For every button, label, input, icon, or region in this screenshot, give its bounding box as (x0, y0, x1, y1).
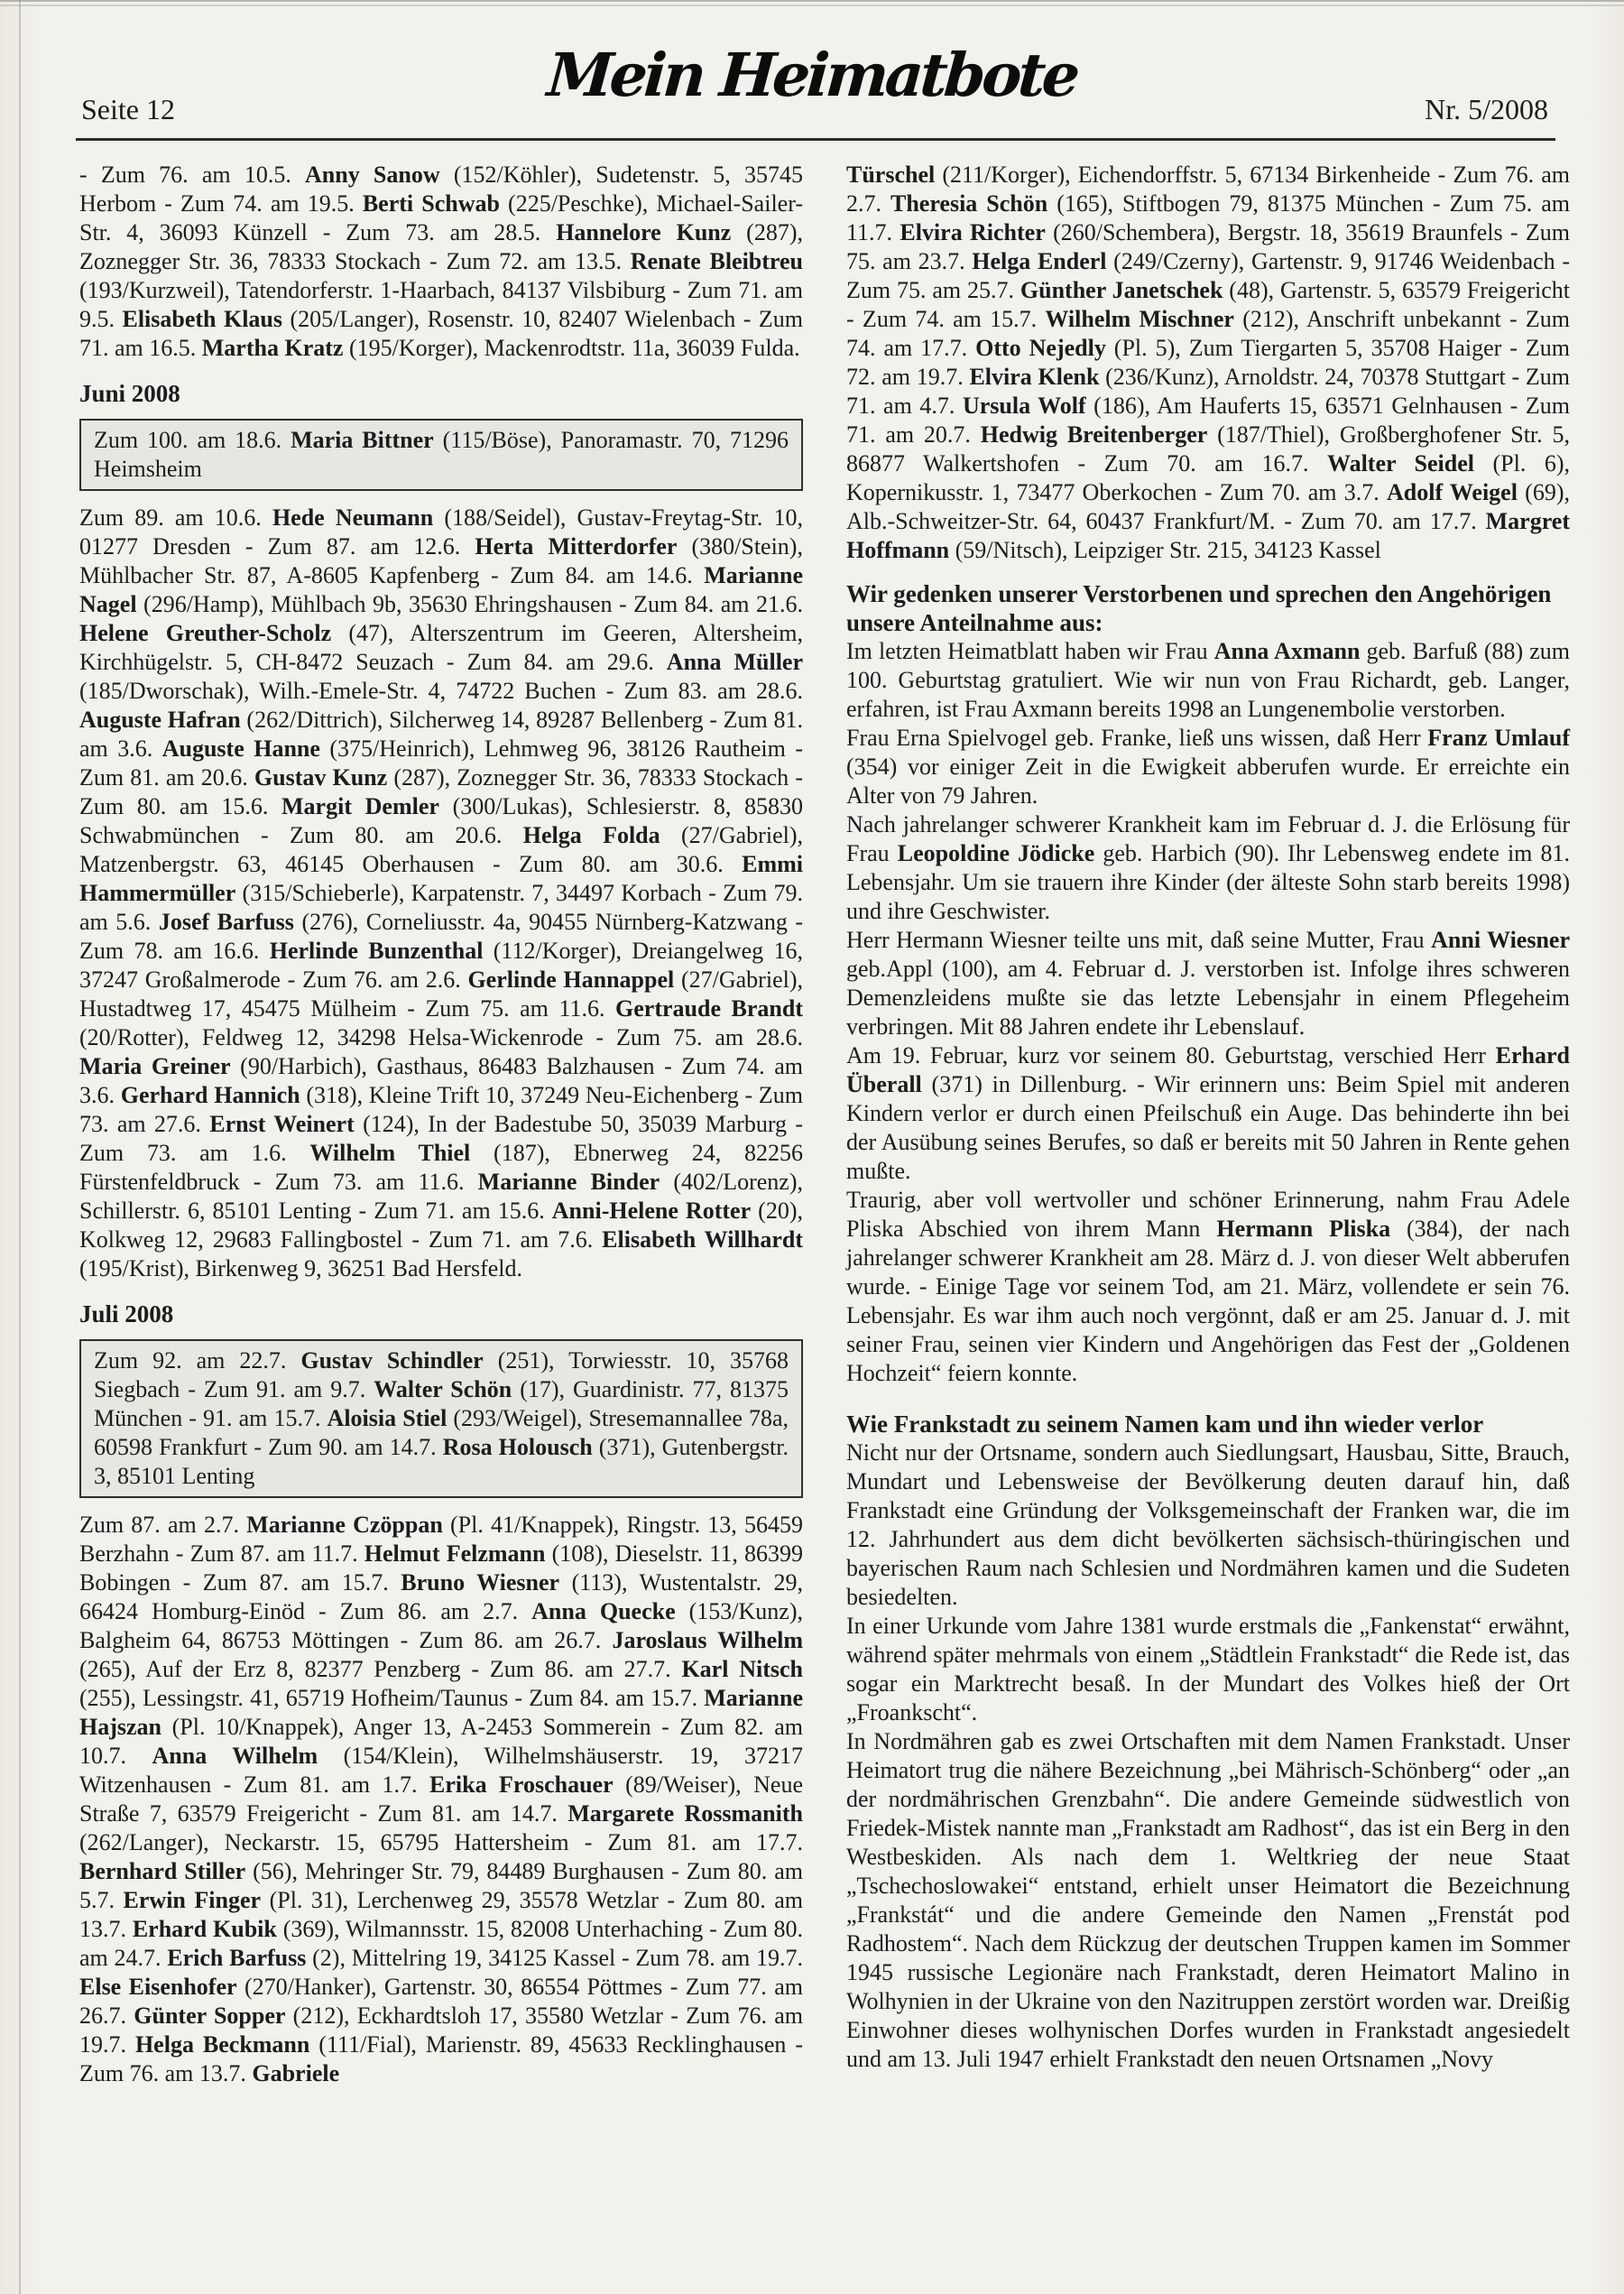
masthead-logo: Mein Heimatbote (545, 40, 1079, 110)
centenarian-highlight-box-june (79, 419, 803, 491)
birthday-list-july: Zum 87. am 2.7. Marianne Czöppan (Pl. 41/Knappek), Ringstr. 13, 56459 Berzhahn - Zum 87. am 11.7. Helmut Felzmann (108), Dieselstr. 11, 86399 Bobingen - Zum 87. am 15.7. Bruno Wiesner (113), Wustentalstr. 29, 66424 Homburg-Einöd - Zum 86. am 2.7. Anna Quecke (153/Kunz), Balgheim 64, 86753 Möttingen - Zum 86. am 26.7. Jaroslaus Wilhelm (265), Auf der Erz 8, 82377 Penzberg - Zum 86. am 27.7. Karl Nitsch (255), Lessingstr. 41, 65719 Hofheim/Taunus - Zum 84. am 15.7. Marianne Hajszan (Pl. 10/Knappek), Anger 13, A-2453 Sommerein - Zum 82. am 10.7. Anna Wilhelm (154/Klein), Wilhelmshäuserstr. 19, 37217 Witzenhausen - Zum 81. am 1.7. Erika Froschauer (89/Weiser), Neue Straße 7, 63579 Freigericht - Zum 81. am 14.7. Margarete Rossmanith (262/Langer), Neckarstr. 15, 65795 Hattersheim - Zum 81. am 17.7. Bernhard Stiller (56), Mehringer Str. 79, 84489 Burghausen - Zum 80. am 5.7. Erwin Finger (Pl. 31), Lerchenweg 29, 35578 Wetzlar - Zum 80. am 13.7. Erhard Kubik (369), Wilmannsstr. 15, 82008 Unterhaching - Zum 80. am 24.7. Erich Barfuss (2), Mittelring 19, 34125 Kassel - Zum 78. am 19.7. Else Eisenhofer (270/Hanker), Gartenstr. 30, 86554 Pöttmes - Zum 77. am 26.7. Günter Sopper (212), Eckhardtsloh 17, 35580 Wetzlar - Zum 76. am 19.7. Helga Beckmann (111/Fial), Marienstr. 89, 45633 Recklinghausen - Zum 76. am 13.7. Gabriele (79, 1512, 804, 2086)
birthday-list-may-continuation: - Zum 76. am 10.5. Anny Sanow (152/Köhler), Sudetenstr. 5, 35745 Herbom - Zum 74. am 19.5. Berti Schwab (225/Peschke), Michael-Sailer-Str. 4, 36093 Künzell - Zum 73. am 28.5. Hannelore Kunz (287), Zoznegger Str. 36, 78333 Stockach - Zum 72. am 13.5. Renate Bleibtreu (193/Kurzweil), Tatendorferstr. 1-Haarbach, 84137 Vilsbiburg - Zum 71. am 9.5. Elisabeth Klaus (205/Langer), Rosenstr. 10, 82407 Wielenbach - Zum 71. am 16.5. Martha Kratz (195/Korger), Mackenrodtstr. 11a, 36039 Fulda. (79, 162, 804, 361)
birthday-list-june: Zum 89. am 10.6. Hede Neumann (188/Seidel), Gustav-Freytag-Str. 10, 01277 Dresden - Zum 87. am 12.6. Herta Mitterdorfer (380/Stein), Mühlbacher Str. 87, A-8605 Kapfenberg - Zum 84. am 14.6. Marianne Nagel (296/Hamp), Mühlbach 9b, 35630 Ehringshausen - Zum 84. am 21.6. Helene Greuther-Scholz (47), Alterszentrum im Geeren, Altersheim, Kirchhügelstr. 5, CH-8472 Seuzach - Zum 84. am 29.6. Anna Müller (185/Dworschak), Wilh.-Emele-Str. 4, 74722 Buchen - Zum 83. am 28.6. Auguste Hafran (262/Dittrich), Silcherweg 14, 89287 Bellenberg - Zum 81. am 3.6. Auguste Hanne (375/Heinrich), Lehmweg 96, 38126 Rautheim - Zum 81. am 20.6. Gustav Kunz (287), Zoznegger Str. 36, 78333 Stockach - Zum 80. am 15.6. Margit Demler (300/Lukas), Schlesierstr. 8, 85830 Schwabmünchen - Zum 80. am 20.6. Helga Folda (27/Gabriel), Matzenbergstr. 63, 46145 Oberhausen - Zum 80. am 30.6. Emmi Hammermüller (315/Schieberle), Karpatenstr. 7, 34497 Korbach - Zum 79. am 5.6. Josef Barfuss (276), Corneliusstr. 4a, 90455 Nürnberg-Katzwang - Zum 78. am 16.6. Herlinde Bunzenthal (112/Korger), Dreiangelweg 16, 37247 Großalmerode - Zum 76. am 2.6. Gerlinde Hannappel (27/Gabriel), Hustadtweg 17, 45475 Mülheim - Zum 75. am 11.6. Gertraude Brandt (20/Rotter), Feldweg 12, 34298 Helsa-Wickenrode - Zum 75. am 28.6. Maria Greiner (90/Harbich), Gasthaus, 86483 Balzhausen - Zum 74. am 3.6. Gerhard Hannich (318), Kleine Trift 10, 37249 Neu-Eichenberg - Zum 73. am 27.6. Ernst Weinert (124), In der Badestube 50, 35039 Marburg - Zum 73. am 1.6. Wilhelm Thiel (187), Ebnerweg 24, 82256 Fürstenfeldbruck - Zum 73. am 11.6. Marianne Binder (402/Lorenz), Schillerstr. 6, 85101 Lenting - Zum 71. am 15.6. Anni-Helene Rotter (20), Kolkweg 12, 29683 Fallingbostel - Zum 71. am 7.6. Elisabeth Willhardt (195/Krist), Birkenweg 9, 36251 Bad Hersfeld. (79, 504, 804, 1281)
article-paragraph-frankstadt-1: Nicht nur der Ortsname, sondern auch Siedlungsart, Hausbau, Sitte, Brauch, Mundart und Lebensweise der Bevölkerung deuten darauf hin, daß Frankstadt eine Gründung der Volksgemeinschaft der Franken war, die im 12. Jahrhundert aus dem dicht bevölkerten sächsisch-thüringischen und bayerischen Raum nach Schlesien und Nordmähren kamen und die Sudeten besiedelten. (846, 1439, 1570, 1610)
obituary-item-ueberall: Am 19. Februar, kurz vor seinem 80. Geburtstag, verschied Herr Erhard Überall (371) in Dillenburg. - Wir erinnern uns: Beim Spiel mit anderen Kindern verlor er durch einen Pfeilschuß ein Auge. Das behinderte ihn bei der Ausübung seines Berufes, so daß er bereits mit 50 Jahren in Rente gehen mußte. (846, 1042, 1570, 1184)
page-number: Seite 12 (81, 93, 175, 125)
left-column (79, 161, 803, 2088)
birthday-list-july-continued: Türschel (211/Korger), Eichendorffstr. 5, 67134 Birkenheide - Zum 76. am 2.7. Theresia Schön (165), Stiftbogen 79, 81375 München - Zum 75. am 11.7. Elvira Richter (260/Schembera), Bergstr. 18, 35619 Braunfels - Zum 75. am 23.7. Helga Enderl (249/Czerny), Gartenstr. 9, 91746 Weidenbach - Zum 75. am 25.7. Günther Janetschek (48), Gartenstr. 5, 63579 Freigericht - Zum 74. am 15.7. Wilhelm Mischner (212), Anschrift unbekannt - Zum 74. am 17.7. Otto Nejedly (Pl. 5), Zum Tiergarten 5, 35708 Haiger - Zum 72. am 19.7. Elvira Klenk (236/Kunz), Arnoldstr. 24, 70378 Stuttgart - Zum 71. am 4.7. Ursula Wolf (186), Am Hauferts 15, 63571 Gelnhausen - Zum 71. am 20.7. Hedwig Breitenberger (187/Thiel), Großberghofener Str. 5, 86877 Walkertshofen - Zum 70. am 16.7. Walter Seidel (Pl. 6), Kopernikusstr. 1, 73477 Oberkochen - Zum 70. am 3.7. Adolf Weigel (69), Alb.-Schweitzer-Str. 64, 60437 Frankfurt/M. - Zum 70. am 17.7. Margret Hoffmann (59/Nitsch), Leipziger Str. 215, 34123 Kassel (846, 162, 1571, 563)
obituary-section-heading: Wir gedenken unserer Verstorbenen und sprechen den Angehörigen unsere Anteilnahme aus: (846, 580, 1552, 636)
centenarian-entry-june: Zum 100. am 18.6. Maria Bittner (115/Böse), Panoramastr. 70, 71296 Heimsheim (94, 427, 789, 482)
nonagenarian-entries-july: Zum 92. am 22.7. Gustav Schindler (251), Torwiesstr. 10, 35768 Siegbach - Zum 91. am 9.7. Walter Schön (17), Guardinistr. 77, 81375 München - 91. am 15.7. Aloisia Stiel (293/Weigel), Stresemannallee 78a, 60598 Frankfurt - Zum 90. am 14.7. Rosa Holousch (371), Gutenbergstr. 3, 85101 Lenting (94, 1347, 789, 1489)
scan-artifact-top (0, 0, 1624, 12)
obituary-item-pliska: Traurig, aber voll wertvoller und schöner Erinnerung, nahm Frau Adele Pliska Abschied von ihrem Mann Hermann Pliska (384), der nach jahrelanger schwerer Krankheit am 28. März d. J. von dieser Welt abberufen wurde. - Einige Tage vor seinem Tod, am 21. März, vollendete er sein 76. Lebensjahr. Es war ihm auch noch vergönnt, daß er am 25. Januar d. J. mit seiner Frau, seinen vier Kindern und Angehörigen das Fest der „Goldenen Hochzeit“ feiern konnte. (846, 1187, 1570, 1386)
obituary-item-umlauf: Frau Erna Spielvogel geb. Franke, ließ uns wissen, daß Herr Franz Umlauf (354) vor einiger Zeit in die Ewigkeit abberufen wurde. Er erreichte ein Alter von 79 Jahren. (846, 725, 1570, 809)
article-paragraph-frankstadt-2: In einer Urkunde vom Jahre 1381 wurde erstmals die „Fankenstat“ erwähnt, während später mehrmals von einem „Städtlein Frankstadt“ die Rede ist, das sogar ein Marktrecht besaß. In der Mundart des Volkes hieß der Ort „Froankscht“. (846, 1613, 1570, 1725)
page-body (79, 161, 1570, 2088)
section-heading-july: Juli 2008 (79, 1300, 174, 1327)
header-rule (76, 138, 1555, 141)
issue-number: Nr. 5/2008 (1425, 93, 1548, 125)
article-heading-frankstadt: Wie Frankstadt zu seinem Namen kam und ihn wieder verlor (846, 1411, 1484, 1438)
obituary-item-wiesner: Herr Hermann Wiesner teilte uns mit, daß seine Mutter, Frau Anni Wiesner geb.Appl (100), am 4. Februar d. J. verstorben ist. Infolge ihres schweren Demenzleidens mußte sie das letzte Lebensjahr in einem Pflegeheim verbringen. Mit 88 Jahren endete ihr Lebenslauf. (846, 927, 1570, 1040)
obituary-item-axmann: Im letzten Heimatblatt haben wir Frau Anna Axmann geb. Barfuß (88) zum 100. Geburtstag gratuliert. Wie wir nun von Frau Richardt, geb. Langer, erfahren, ist Frau Axmann bereits 1998 an Lungenembolie verstorben. (846, 638, 1570, 722)
article-paragraph-frankstadt-3: In Nordmähren gab es zwei Ortschaften mit dem Namen Frankstadt. Unser Heimatort trug die nähere Bezeichnung „bei Mährisch-Schönberg“ oder „an der nordmährischen Grenzbahn“. Die andere Gemeinde südwestlich von Friedek-Mistek nannte man „Frankstadt am Radhost“, das ist ein Berg in den Westbeskiden. Als nach dem 1. Weltkrieg der neue Staat „Tschechoslowakei“ entstand, erhielt unser Heimatort die Bezeichnung „Frankstát“ und die andere Gemeinde den Namen „Frenstát pod Radhostem“. Nach dem Rückzug der deutschen Truppen kamen im Sommer 1945 russische Legionäre nach Frankstadt, deren Heimatort Malino in Wolhynien in der Ukraine von den Nazitruppen zerstört worden war. Dreißig Einwohner dieses wolhynischen Dorfes wurden in Frankstadt angesiedelt und am 13. Juli 1947 erhielt Frankstadt den neuen Ortsnamen „Novy (846, 1728, 1570, 2072)
right-column (846, 161, 1570, 2088)
nonagenarian-highlight-box-july (79, 1339, 803, 1498)
scan-artifact-left (19, 0, 21, 2294)
section-heading-june: Juni 2008 (79, 380, 180, 407)
obituary-item-joedicke: Nach jahrelanger schwerer Krankheit kam im Februar d. J. die Erlösung für Frau Leopoldine Jödicke geb. Harbich (90). Ihr Lebensweg endete im 81. Lebensjahr. Um sie trauern ihre Kinder (der älteste Sohn starb bereits 1998) und ihre Geschwister. (846, 811, 1570, 924)
